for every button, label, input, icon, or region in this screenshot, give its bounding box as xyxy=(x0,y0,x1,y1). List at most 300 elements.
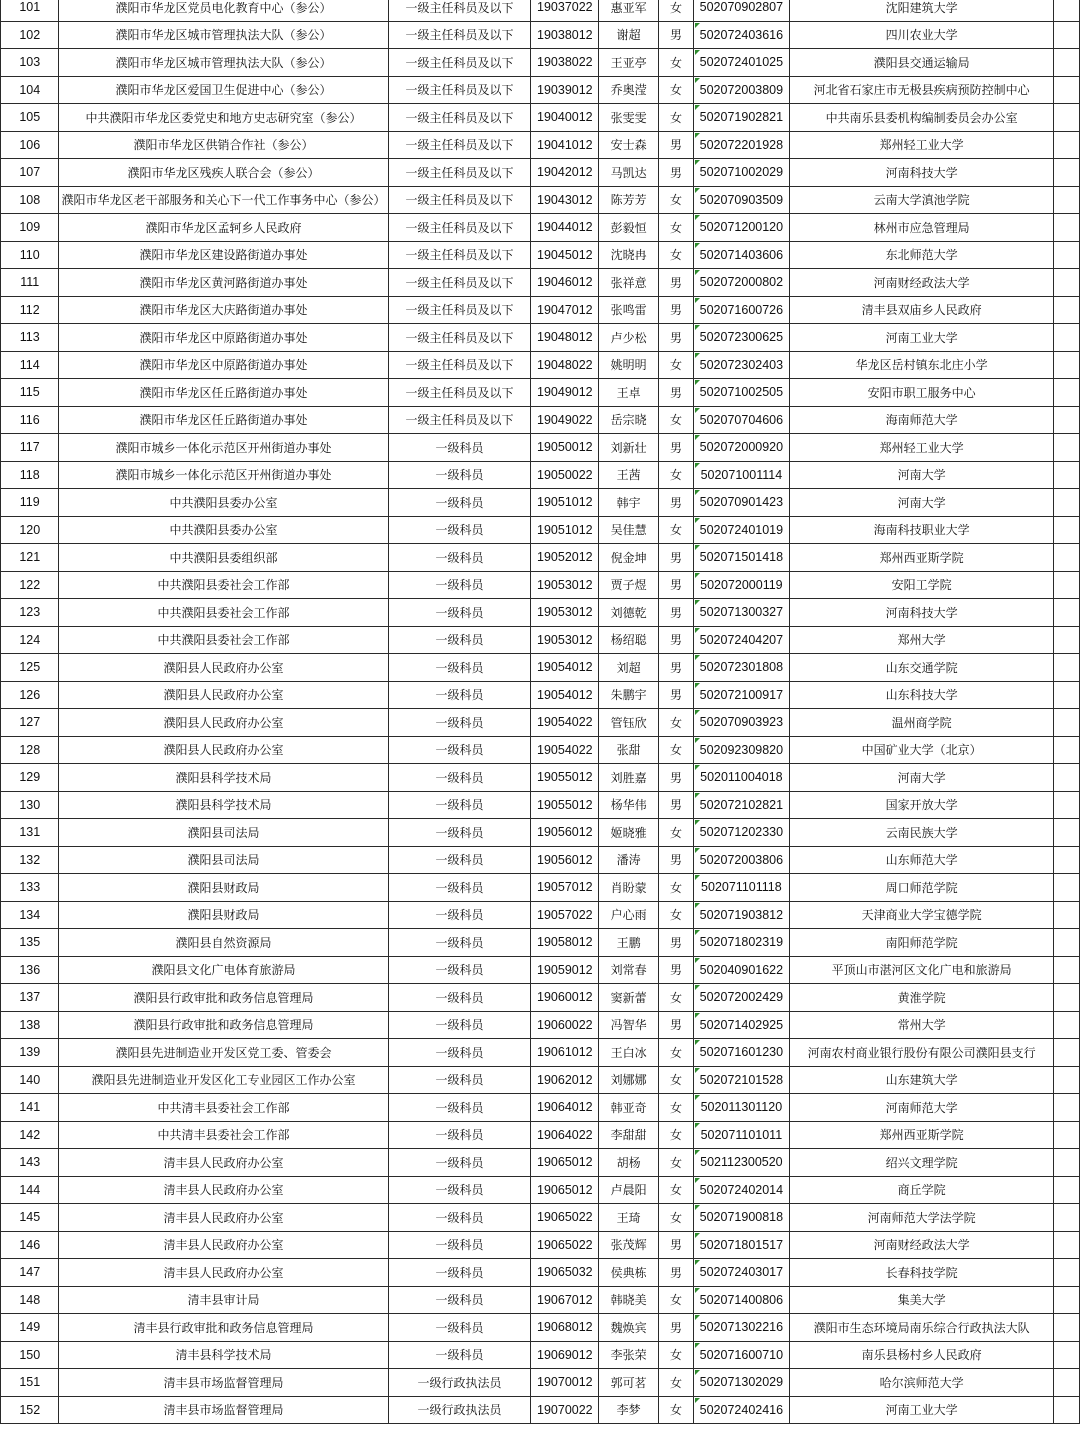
cell-unit: 中共濮阳县委社会工作部 xyxy=(59,571,388,599)
table-row xyxy=(1,131,1080,159)
cell-workplace: 长春科技学院 xyxy=(789,1259,1054,1287)
cell-candidate-name: 王白冰 xyxy=(599,1039,659,1067)
cell-workplace: 山东科技大学 xyxy=(789,681,1054,709)
cell-position-code: 19065012 xyxy=(531,1176,599,1204)
cell-empty xyxy=(1054,736,1080,764)
cell-empty xyxy=(1054,929,1080,957)
cell-unit: 濮阳市华龙区孟轲乡人民政府 xyxy=(59,214,388,242)
cell-workplace: 河南农村商业银行股份有限公司濮阳县支行 xyxy=(789,1039,1054,1067)
cell-position: 一级行政执法员 xyxy=(388,1396,531,1424)
cell-empty xyxy=(1054,49,1080,77)
table-row xyxy=(1,929,1080,957)
cell-gender: 男 xyxy=(659,626,694,654)
cell-unit: 濮阳市城乡一体化示范区开州街道办事处 xyxy=(59,461,388,489)
cell-workplace: 河南大学 xyxy=(789,489,1054,517)
cell-row-number: 124 xyxy=(1,626,59,654)
cell-exam-number: 502071200120 xyxy=(694,214,790,242)
table-row xyxy=(1,599,1080,627)
cell-candidate-name: 李梦 xyxy=(599,1396,659,1424)
cell-workplace: 中国矿业大学（北京） xyxy=(789,736,1054,764)
cell-unit: 濮阳县人民政府办公室 xyxy=(59,736,388,764)
cell-empty xyxy=(1054,159,1080,187)
cell-row-number: 102 xyxy=(1,21,59,49)
cell-exam-number: 502011301120 xyxy=(694,1094,790,1122)
cell-position-code: 19037022 xyxy=(531,0,599,21)
cell-row-number: 112 xyxy=(1,296,59,324)
cell-position: 一级主任科员及以下 xyxy=(388,131,531,159)
cell-position-code: 19049022 xyxy=(531,406,599,434)
cell-row-number: 146 xyxy=(1,1231,59,1259)
table-row xyxy=(1,956,1080,984)
cell-gender: 男 xyxy=(659,131,694,159)
cell-unit: 清丰县科学技术局 xyxy=(59,1341,388,1369)
cell-empty xyxy=(1054,76,1080,104)
cell-workplace: 集美大学 xyxy=(789,1286,1054,1314)
cell-position-code: 19055012 xyxy=(531,791,599,819)
cell-gender: 女 xyxy=(659,214,694,242)
table-row xyxy=(1,681,1080,709)
cell-exam-number: 502071002505 xyxy=(694,379,790,407)
cell-unit: 濮阳市华龙区城市管理执法大队（参公） xyxy=(59,49,388,77)
cell-position: 一级科员 xyxy=(388,819,531,847)
cell-position: 一级主任科员及以下 xyxy=(388,104,531,132)
cell-exam-number: 502071002029 xyxy=(694,159,790,187)
cell-candidate-name: 肖盼蒙 xyxy=(599,874,659,902)
cell-exam-number: 502072100917 xyxy=(694,681,790,709)
cell-position: 一级科员 xyxy=(388,1259,531,1287)
cell-position: 一级科员 xyxy=(388,1286,531,1314)
cell-position: 一级科员 xyxy=(388,434,531,462)
cell-position-code: 19054022 xyxy=(531,709,599,737)
cell-position-code: 19038012 xyxy=(531,21,599,49)
cell-position: 一级科员 xyxy=(388,1314,531,1342)
cell-position-code: 19045012 xyxy=(531,241,599,269)
cell-workplace: 国家开放大学 xyxy=(789,791,1054,819)
cell-empty xyxy=(1054,1149,1080,1177)
table-row xyxy=(1,901,1080,929)
cell-row-number: 136 xyxy=(1,956,59,984)
cell-gender: 男 xyxy=(659,434,694,462)
cell-exam-number: 502072300625 xyxy=(694,324,790,352)
cell-workplace: 平顶山市湛河区文化广电和旅游局 xyxy=(789,956,1054,984)
cell-exam-number: 502071302029 xyxy=(694,1369,790,1397)
cell-position-code: 19043012 xyxy=(531,186,599,214)
cell-position: 一级主任科员及以下 xyxy=(388,0,531,21)
cell-row-number: 101 xyxy=(1,0,59,21)
cell-exam-number: 502072000920 xyxy=(694,434,790,462)
table-row xyxy=(1,489,1080,517)
table-row xyxy=(1,1259,1080,1287)
cell-exam-number: 502071501418 xyxy=(694,544,790,572)
cell-position: 一级主任科员及以下 xyxy=(388,406,531,434)
table-row xyxy=(1,104,1080,132)
cell-unit: 濮阳县自然资源局 xyxy=(59,929,388,957)
cell-workplace: 郑州西亚斯学院 xyxy=(789,544,1054,572)
cell-row-number: 125 xyxy=(1,654,59,682)
cell-position-code: 19065032 xyxy=(531,1259,599,1287)
table-row xyxy=(1,1396,1080,1424)
cell-empty xyxy=(1054,709,1080,737)
cell-exam-number: 502011004018 xyxy=(694,764,790,792)
cell-candidate-name: 彭毅恒 xyxy=(599,214,659,242)
table-row xyxy=(1,516,1080,544)
cell-position: 一级科员 xyxy=(388,1231,531,1259)
cell-candidate-name: 王卓 xyxy=(599,379,659,407)
cell-position-code: 19068012 xyxy=(531,1314,599,1342)
cell-empty xyxy=(1054,214,1080,242)
cell-candidate-name: 侯典栋 xyxy=(599,1259,659,1287)
cell-row-number: 107 xyxy=(1,159,59,187)
cell-workplace: 温州商学院 xyxy=(789,709,1054,737)
cell-gender: 男 xyxy=(659,571,694,599)
cell-empty xyxy=(1054,1286,1080,1314)
cell-exam-number: 502070903923 xyxy=(694,709,790,737)
cell-row-number: 147 xyxy=(1,1259,59,1287)
cell-row-number: 109 xyxy=(1,214,59,242)
cell-position: 一级科员 xyxy=(388,791,531,819)
cell-position-code: 19056012 xyxy=(531,846,599,874)
cell-position: 一级主任科员及以下 xyxy=(388,214,531,242)
cell-workplace: 清丰县双庙乡人民政府 xyxy=(789,296,1054,324)
cell-position: 一级主任科员及以下 xyxy=(388,324,531,352)
cell-row-number: 117 xyxy=(1,434,59,462)
cell-workplace: 海南科技职业大学 xyxy=(789,516,1054,544)
table-row xyxy=(1,764,1080,792)
cell-candidate-name: 刘常春 xyxy=(599,956,659,984)
cell-row-number: 130 xyxy=(1,791,59,819)
cell-candidate-name: 张鸣雷 xyxy=(599,296,659,324)
cell-unit: 濮阳县人民政府办公室 xyxy=(59,709,388,737)
cell-position-code: 19040012 xyxy=(531,104,599,132)
cell-gender: 女 xyxy=(659,1341,694,1369)
cell-empty xyxy=(1054,516,1080,544)
cell-candidate-name: 刘德乾 xyxy=(599,599,659,627)
table-row xyxy=(1,846,1080,874)
cell-row-number: 134 xyxy=(1,901,59,929)
cell-candidate-name: 杨华伟 xyxy=(599,791,659,819)
cell-empty xyxy=(1054,901,1080,929)
cell-candidate-name: 吴佳慧 xyxy=(599,516,659,544)
cell-gender: 男 xyxy=(659,681,694,709)
cell-empty xyxy=(1054,599,1080,627)
cell-empty xyxy=(1054,434,1080,462)
cell-empty xyxy=(1054,186,1080,214)
cell-row-number: 149 xyxy=(1,1314,59,1342)
cell-position-code: 19047012 xyxy=(531,296,599,324)
cell-position-code: 19065022 xyxy=(531,1231,599,1259)
cell-exam-number: 502112300520 xyxy=(694,1149,790,1177)
cell-candidate-name: 刘新壮 xyxy=(599,434,659,462)
cell-candidate-name: 贾子煜 xyxy=(599,571,659,599)
cell-gender: 男 xyxy=(659,1011,694,1039)
cell-row-number: 142 xyxy=(1,1121,59,1149)
table-row xyxy=(1,351,1080,379)
cell-position-code: 19048022 xyxy=(531,351,599,379)
cell-workplace: 商丘学院 xyxy=(789,1176,1054,1204)
cell-position: 一级科员 xyxy=(388,874,531,902)
cell-workplace: 哈尔滨师范大学 xyxy=(789,1369,1054,1397)
table-row xyxy=(1,1039,1080,1067)
cell-unit: 濮阳市华龙区中原路街道办事处 xyxy=(59,351,388,379)
cell-candidate-name: 谢超 xyxy=(599,21,659,49)
cell-unit: 濮阳县财政局 xyxy=(59,874,388,902)
cell-position: 一级科员 xyxy=(388,626,531,654)
cell-position-code: 19057022 xyxy=(531,901,599,929)
cell-row-number: 121 xyxy=(1,544,59,572)
table-row xyxy=(1,406,1080,434)
cell-workplace: 河南大学 xyxy=(789,461,1054,489)
cell-position-code: 19067012 xyxy=(531,1286,599,1314)
cell-position-code: 19055012 xyxy=(531,764,599,792)
cell-position-code: 19039012 xyxy=(531,76,599,104)
cell-position-code: 19054022 xyxy=(531,736,599,764)
cell-empty xyxy=(1054,846,1080,874)
table-row xyxy=(1,984,1080,1012)
cell-workplace: 天津商业大学宝德学院 xyxy=(789,901,1054,929)
cell-unit: 濮阳市华龙区城市管理执法大队（参公） xyxy=(59,21,388,49)
cell-position: 一级科员 xyxy=(388,956,531,984)
cell-gender: 女 xyxy=(659,1149,694,1177)
cell-gender: 女 xyxy=(659,1176,694,1204)
cell-row-number: 132 xyxy=(1,846,59,874)
cell-position-code: 19038022 xyxy=(531,49,599,77)
cell-position: 一级科员 xyxy=(388,984,531,1012)
cell-empty xyxy=(1054,1341,1080,1369)
table-row xyxy=(1,159,1080,187)
cell-exam-number: 502071600726 xyxy=(694,296,790,324)
cell-exam-number: 502071802319 xyxy=(694,929,790,957)
cell-empty xyxy=(1054,874,1080,902)
cell-unit: 清丰县行政审批和政务信息管理局 xyxy=(59,1314,388,1342)
cell-candidate-name: 安士森 xyxy=(599,131,659,159)
cell-candidate-name: 杨绍聪 xyxy=(599,626,659,654)
cell-gender: 男 xyxy=(659,379,694,407)
cell-unit: 濮阳县财政局 xyxy=(59,901,388,929)
cell-workplace: 东北师范大学 xyxy=(789,241,1054,269)
cell-gender: 女 xyxy=(659,1121,694,1149)
cell-row-number: 113 xyxy=(1,324,59,352)
cell-candidate-name: 窦新蕾 xyxy=(599,984,659,1012)
cell-row-number: 127 xyxy=(1,709,59,737)
cell-exam-number: 502072101528 xyxy=(694,1066,790,1094)
table-body xyxy=(1,0,1080,1424)
cell-gender: 男 xyxy=(659,544,694,572)
cell-gender: 男 xyxy=(659,791,694,819)
cell-unit: 濮阳县先进制造业开发区化工专业园区工作办公室 xyxy=(59,1066,388,1094)
cell-candidate-name: 陈芳芳 xyxy=(599,186,659,214)
cell-empty xyxy=(1054,654,1080,682)
cell-empty xyxy=(1054,1066,1080,1094)
cell-candidate-name: 王茜 xyxy=(599,461,659,489)
cell-unit: 中共濮阳市华龙区委党史和地方史志研究室（参公） xyxy=(59,104,388,132)
cell-row-number: 131 xyxy=(1,819,59,847)
cell-unit: 中共濮阳县委社会工作部 xyxy=(59,599,388,627)
cell-workplace: 安阳市职工服务中心 xyxy=(789,379,1054,407)
cell-row-number: 151 xyxy=(1,1369,59,1397)
cell-candidate-name: 刘胜嘉 xyxy=(599,764,659,792)
cell-candidate-name: 户心雨 xyxy=(599,901,659,929)
cell-position-code: 19069012 xyxy=(531,1341,599,1369)
table-row xyxy=(1,1176,1080,1204)
table-row xyxy=(1,76,1080,104)
cell-position: 一级主任科员及以下 xyxy=(388,21,531,49)
table-row xyxy=(1,736,1080,764)
table-row xyxy=(1,241,1080,269)
cell-exam-number: 502071801517 xyxy=(694,1231,790,1259)
cell-workplace: 河南师范大学法学院 xyxy=(789,1204,1054,1232)
cell-candidate-name: 马凯达 xyxy=(599,159,659,187)
cell-empty xyxy=(1054,21,1080,49)
cell-position-code: 19051012 xyxy=(531,516,599,544)
cell-empty xyxy=(1054,269,1080,297)
table-row xyxy=(1,709,1080,737)
cell-candidate-name: 韩晓美 xyxy=(599,1286,659,1314)
cell-unit: 濮阳市华龙区黄河路街道办事处 xyxy=(59,269,388,297)
cell-exam-number: 502071400806 xyxy=(694,1286,790,1314)
cell-gender: 男 xyxy=(659,159,694,187)
cell-unit: 清丰县市场监督管理局 xyxy=(59,1369,388,1397)
cell-row-number: 152 xyxy=(1,1396,59,1424)
cell-unit: 中共濮阳县委社会工作部 xyxy=(59,626,388,654)
cell-workplace: 四川农业大学 xyxy=(789,21,1054,49)
cell-gender: 女 xyxy=(659,736,694,764)
cell-empty xyxy=(1054,791,1080,819)
table-row xyxy=(1,186,1080,214)
cell-unit: 中共清丰县委社会工作部 xyxy=(59,1121,388,1149)
cell-unit: 清丰县人民政府办公室 xyxy=(59,1149,388,1177)
cell-position: 一级科员 xyxy=(388,681,531,709)
cell-position-code: 19050012 xyxy=(531,434,599,462)
cell-exam-number: 502070902807 xyxy=(694,0,790,21)
cell-workplace: 沈阳建筑大学 xyxy=(789,0,1054,21)
cell-unit: 濮阳市华龙区任丘路街道办事处 xyxy=(59,406,388,434)
cell-workplace: 山东师范大学 xyxy=(789,846,1054,874)
cell-unit: 濮阳市城乡一体化示范区开州街道办事处 xyxy=(59,434,388,462)
table-row xyxy=(1,49,1080,77)
cell-exam-number: 502072401025 xyxy=(694,49,790,77)
cell-exam-number: 502072003809 xyxy=(694,76,790,104)
cell-row-number: 104 xyxy=(1,76,59,104)
cell-row-number: 118 xyxy=(1,461,59,489)
cell-empty xyxy=(1054,819,1080,847)
cell-exam-number: 502071903812 xyxy=(694,901,790,929)
cell-unit: 清丰县市场监督管理局 xyxy=(59,1396,388,1424)
table-row xyxy=(1,0,1080,21)
cell-empty xyxy=(1054,984,1080,1012)
cell-unit: 清丰县人民政府办公室 xyxy=(59,1231,388,1259)
cell-candidate-name: 卢少松 xyxy=(599,324,659,352)
cell-position-code: 19041012 xyxy=(531,131,599,159)
cell-workplace: 河南师范大学 xyxy=(789,1094,1054,1122)
cell-position-code: 19070012 xyxy=(531,1369,599,1397)
cell-gender: 女 xyxy=(659,1369,694,1397)
cell-position-code: 19057012 xyxy=(531,874,599,902)
cell-unit: 中共清丰县委社会工作部 xyxy=(59,1094,388,1122)
cell-position-code: 19060012 xyxy=(531,984,599,1012)
cell-gender: 女 xyxy=(659,1094,694,1122)
cell-position: 一级科员 xyxy=(388,901,531,929)
cell-workplace: 安阳工学院 xyxy=(789,571,1054,599)
cell-candidate-name: 卢晨阳 xyxy=(599,1176,659,1204)
cell-gender: 女 xyxy=(659,984,694,1012)
cell-workplace: 绍兴文理学院 xyxy=(789,1149,1054,1177)
cell-candidate-name: 胡杨 xyxy=(599,1149,659,1177)
cell-position-code: 19058012 xyxy=(531,929,599,957)
cell-workplace: 河南工业大学 xyxy=(789,1396,1054,1424)
cell-position-code: 19054012 xyxy=(531,654,599,682)
cell-position: 一级科员 xyxy=(388,1094,531,1122)
cell-gender: 女 xyxy=(659,1066,694,1094)
cell-candidate-name: 魏焕宾 xyxy=(599,1314,659,1342)
cell-position-code: 19060022 xyxy=(531,1011,599,1039)
cell-candidate-name: 张祥意 xyxy=(599,269,659,297)
cell-position-code: 19061012 xyxy=(531,1039,599,1067)
cell-position: 一级科员 xyxy=(388,1121,531,1149)
table-row xyxy=(1,1314,1080,1342)
cell-empty xyxy=(1054,241,1080,269)
cell-empty xyxy=(1054,489,1080,517)
cell-exam-number: 502070901423 xyxy=(694,489,790,517)
cell-gender: 男 xyxy=(659,269,694,297)
cell-row-number: 148 xyxy=(1,1286,59,1314)
cell-empty xyxy=(1054,0,1080,21)
cell-candidate-name: 岳宗晓 xyxy=(599,406,659,434)
cell-gender: 女 xyxy=(659,901,694,929)
cell-workplace: 华龙区岳村镇东北庄小学 xyxy=(789,351,1054,379)
cell-workplace: 山东交通学院 xyxy=(789,654,1054,682)
table-row xyxy=(1,1369,1080,1397)
cell-gender: 男 xyxy=(659,956,694,984)
cell-workplace: 河南工业大学 xyxy=(789,324,1054,352)
cell-position: 一级主任科员及以下 xyxy=(388,351,531,379)
cell-exam-number: 502072302403 xyxy=(694,351,790,379)
cell-unit: 濮阳县人民政府办公室 xyxy=(59,681,388,709)
cell-candidate-name: 刘超 xyxy=(599,654,659,682)
cell-unit: 濮阳市华龙区建设路街道办事处 xyxy=(59,241,388,269)
cell-empty xyxy=(1054,544,1080,572)
cell-workplace: 海南师范大学 xyxy=(789,406,1054,434)
cell-position-code: 19065022 xyxy=(531,1204,599,1232)
table-row xyxy=(1,379,1080,407)
cell-row-number: 110 xyxy=(1,241,59,269)
cell-position: 一级主任科员及以下 xyxy=(388,379,531,407)
table-row xyxy=(1,1094,1080,1122)
table-row xyxy=(1,571,1080,599)
cell-empty xyxy=(1054,571,1080,599)
cell-exam-number: 502071202330 xyxy=(694,819,790,847)
cell-empty xyxy=(1054,296,1080,324)
cell-position: 一级主任科员及以下 xyxy=(388,159,531,187)
cell-empty xyxy=(1054,1039,1080,1067)
cell-empty xyxy=(1054,1259,1080,1287)
cell-workplace: 云南民族大学 xyxy=(789,819,1054,847)
cell-unit: 濮阳县科学技术局 xyxy=(59,791,388,819)
table-row xyxy=(1,1149,1080,1177)
cell-workplace: 山东建筑大学 xyxy=(789,1066,1054,1094)
cell-position-code: 19064022 xyxy=(531,1121,599,1149)
cell-position: 一级科员 xyxy=(388,929,531,957)
cell-gender: 男 xyxy=(659,489,694,517)
cell-gender: 女 xyxy=(659,49,694,77)
cell-workplace: 河南大学 xyxy=(789,764,1054,792)
cell-position: 一级科员 xyxy=(388,1204,531,1232)
cell-position-code: 19065012 xyxy=(531,1149,599,1177)
cell-exam-number: 502071601230 xyxy=(694,1039,790,1067)
cell-unit: 清丰县人民政府办公室 xyxy=(59,1259,388,1287)
cell-empty xyxy=(1054,379,1080,407)
cell-candidate-name: 刘娜娜 xyxy=(599,1066,659,1094)
cell-exam-number: 502072403017 xyxy=(694,1259,790,1287)
